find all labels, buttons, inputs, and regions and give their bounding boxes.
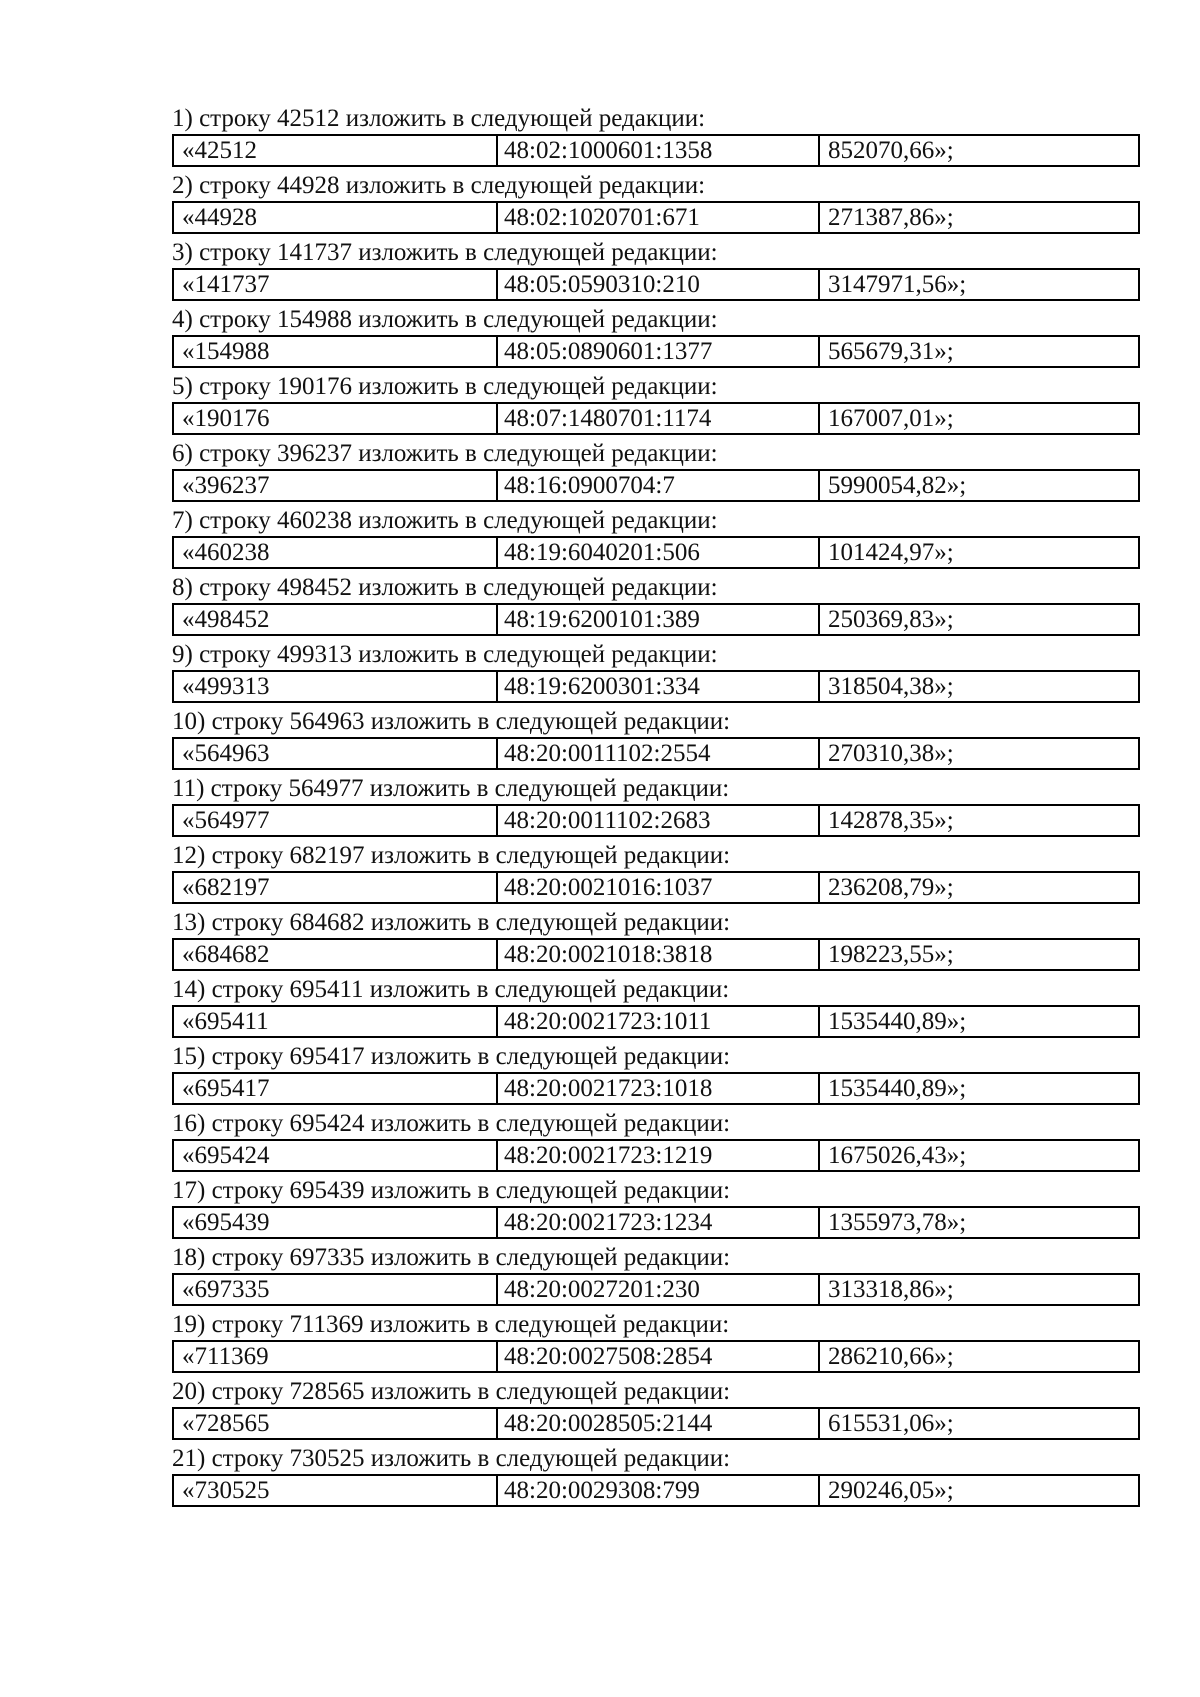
amendment-heading: 9) строку 499313 изложить в следующей редакции:: [172, 641, 718, 668]
cadastral-value-cell: 1675026,43»;: [828, 1142, 967, 1169]
table-row: [172, 871, 1140, 904]
cadastral-number-cell: 48:20:0021016:1037: [498, 873, 820, 902]
cadastral-number-cell: 48:19:6200101:389: [498, 605, 820, 634]
cadastral-number-cell: 48:02:1000601:1358: [498, 136, 820, 165]
cadastral-value-cell: 167007,01»;: [828, 405, 954, 432]
table-row: [172, 1273, 1140, 1306]
amendment-item: [172, 1172, 1152, 1239]
table-row: [172, 1407, 1140, 1440]
cadastral-number-cell: 48:20:0027508:2854: [498, 1342, 820, 1371]
cadastral-value-cell: 318504,38»;: [828, 673, 954, 700]
amendment-heading: 2) строку 44928 изложить в следующей редакции:: [172, 172, 706, 199]
cadastral-value-cell: 615531,06»;: [828, 1410, 954, 1437]
cadastral-number-cell: 48:20:0029308:799: [498, 1476, 820, 1505]
cadastral-number-cell: 48:20:0011102:2554: [498, 739, 820, 768]
cadastral-number-cell: 48:05:0590310:210: [498, 270, 820, 299]
table-row: [172, 1340, 1140, 1373]
amendment-heading: 10) строку 564963 изложить в следующей редакции:: [172, 708, 731, 735]
row-number-cell: «460238: [174, 538, 498, 567]
amendment-item: [172, 703, 1152, 770]
row-number-cell: «190176: [174, 404, 498, 433]
cadastral-value-cell: 101424,97»;: [828, 539, 954, 566]
cadastral-value-cell: 1535440,89»;: [828, 1008, 967, 1035]
table-row: [172, 603, 1140, 636]
row-number-cell: «697335: [174, 1275, 498, 1304]
table-row: [172, 1206, 1140, 1239]
cadastral-value-cell: 198223,55»;: [828, 941, 954, 968]
cadastral-value-cell: 3147971,56»;: [828, 271, 967, 298]
cadastral-value-cell: 852070,66»;: [828, 137, 954, 164]
table-row: [172, 1005, 1140, 1038]
table-row: [172, 402, 1140, 435]
amendment-item: [172, 1239, 1152, 1306]
cadastral-value-cell: 270310,38»;: [828, 740, 954, 767]
row-number-cell: «711369: [174, 1342, 498, 1371]
row-number-cell: «564977: [174, 806, 498, 835]
cadastral-value-cell: 313318,86»;: [828, 1276, 954, 1303]
cadastral-number-cell: 48:20:0021018:3818: [498, 940, 820, 969]
amendment-heading: 12) строку 682197 изложить в следующей редакции:: [172, 842, 731, 869]
table-row: [172, 536, 1140, 569]
row-number-cell: «695439: [174, 1208, 498, 1237]
amendment-item: [172, 435, 1152, 502]
amendment-item: [172, 636, 1152, 703]
amendment-heading: 14) строку 695411 изложить в следующей редакции:: [172, 976, 730, 1003]
table-row: [172, 938, 1140, 971]
row-number-cell: «695424: [174, 1141, 498, 1170]
amendment-heading: 21) строку 730525 изложить в следующей редакции:: [172, 1445, 731, 1472]
cadastral-value-cell: 1535440,89»;: [828, 1075, 967, 1102]
row-number-cell: «154988: [174, 337, 498, 366]
amendment-item: [172, 167, 1152, 234]
amendment-heading: 7) строку 460238 изложить в следующей редакции:: [172, 507, 718, 534]
cadastral-number-cell: 48:19:6040201:506: [498, 538, 820, 567]
cadastral-number-cell: 48:16:0900704:7: [498, 471, 820, 500]
row-number-cell: «564963: [174, 739, 498, 768]
amendment-heading: 16) строку 695424 изложить в следующей редакции:: [172, 1110, 731, 1137]
amendment-item: [172, 301, 1152, 368]
table-row: [172, 469, 1140, 502]
amendment-item: [172, 1105, 1152, 1172]
cadastral-value-cell: 290246,05»;: [828, 1477, 954, 1504]
amendment-item: [172, 837, 1152, 904]
amendment-heading: 8) строку 498452 изложить в следующей редакции:: [172, 574, 718, 601]
amendment-item: [172, 502, 1152, 569]
cadastral-number-cell: 48:20:0021723:1011: [498, 1007, 820, 1036]
amendment-heading: 4) строку 154988 изложить в следующей редакции:: [172, 306, 718, 333]
cadastral-value-cell: 250369,83»;: [828, 606, 954, 633]
amendment-item: [172, 100, 1152, 167]
cadastral-number-cell: 48:05:0890601:1377: [498, 337, 820, 366]
document-body: [172, 100, 1152, 1507]
amendment-heading: 6) строку 396237 изложить в следующей редакции:: [172, 440, 718, 467]
amendment-heading: 18) строку 697335 изложить в следующей редакции:: [172, 1244, 731, 1271]
cadastral-number-cell: 48:19:6200301:334: [498, 672, 820, 701]
cadastral-value-cell: 142878,35»;: [828, 807, 954, 834]
cadastral-number-cell: 48:20:0011102:2683: [498, 806, 820, 835]
cadastral-number-cell: 48:07:1480701:1174: [498, 404, 820, 433]
cadastral-value-cell: 236208,79»;: [828, 874, 954, 901]
cadastral-number-cell: 48:20:0028505:2144: [498, 1409, 820, 1438]
table-row: [172, 670, 1140, 703]
amendment-item: [172, 234, 1152, 301]
row-number-cell: «396237: [174, 471, 498, 500]
amendment-heading: 13) строку 684682 изложить в следующей редакции:: [172, 909, 731, 936]
cadastral-value-cell: 1355973,78»;: [828, 1209, 967, 1236]
row-number-cell: «42512: [174, 136, 498, 165]
amendment-heading: 3) строку 141737 изложить в следующей редакции:: [172, 239, 718, 266]
row-number-cell: «730525: [174, 1476, 498, 1505]
amendment-heading: 5) строку 190176 изложить в следующей редакции:: [172, 373, 718, 400]
amendment-item: [172, 1038, 1152, 1105]
row-number-cell: «682197: [174, 873, 498, 902]
amendment-item: [172, 971, 1152, 1038]
amendment-heading: 20) строку 728565 изложить в следующей редакции:: [172, 1378, 731, 1405]
amendment-heading: 11) строку 564977 изложить в следующей редакции:: [172, 775, 730, 802]
cadastral-number-cell: 48:20:0021723:1219: [498, 1141, 820, 1170]
row-number-cell: «44928: [174, 203, 498, 232]
table-row: [172, 1474, 1140, 1507]
amendment-heading: 19) строку 711369 изложить в следующей редакции:: [172, 1311, 730, 1338]
table-row: [172, 335, 1140, 368]
amendment-heading: 1) строку 42512 изложить в следующей редакции:: [172, 105, 706, 132]
amendment-heading: 15) строку 695417 изложить в следующей редакции:: [172, 1043, 731, 1070]
row-number-cell: «695417: [174, 1074, 498, 1103]
cadastral-value-cell: 271387,86»;: [828, 204, 954, 231]
table-row: [172, 804, 1140, 837]
row-number-cell: «684682: [174, 940, 498, 969]
amendment-item: [172, 770, 1152, 837]
cadastral-number-cell: 48:20:0021723:1018: [498, 1074, 820, 1103]
row-number-cell: «499313: [174, 672, 498, 701]
table-row: [172, 1139, 1140, 1172]
table-row: [172, 268, 1140, 301]
table-row: [172, 737, 1140, 770]
amendment-item: [172, 569, 1152, 636]
table-row: [172, 201, 1140, 234]
row-number-cell: «728565: [174, 1409, 498, 1438]
cadastral-number-cell: 48:20:0021723:1234: [498, 1208, 820, 1237]
table-row: [172, 1072, 1140, 1105]
cadastral-value-cell: 286210,66»;: [828, 1343, 954, 1370]
amendment-item: [172, 1440, 1152, 1507]
amendment-item: [172, 904, 1152, 971]
row-number-cell: «695411: [174, 1007, 498, 1036]
row-number-cell: «498452: [174, 605, 498, 634]
cadastral-number-cell: 48:20:0027201:230: [498, 1275, 820, 1304]
table-row: [172, 134, 1140, 167]
cadastral-value-cell: 5990054,82»;: [828, 472, 967, 499]
amendment-item: [172, 1306, 1152, 1373]
amendment-heading: 17) строку 695439 изложить в следующей редакции:: [172, 1177, 731, 1204]
cadastral-value-cell: 565679,31»;: [828, 338, 954, 365]
amendment-item: [172, 368, 1152, 435]
row-number-cell: «141737: [174, 270, 498, 299]
amendment-item: [172, 1373, 1152, 1440]
cadastral-number-cell: 48:02:1020701:671: [498, 203, 820, 232]
